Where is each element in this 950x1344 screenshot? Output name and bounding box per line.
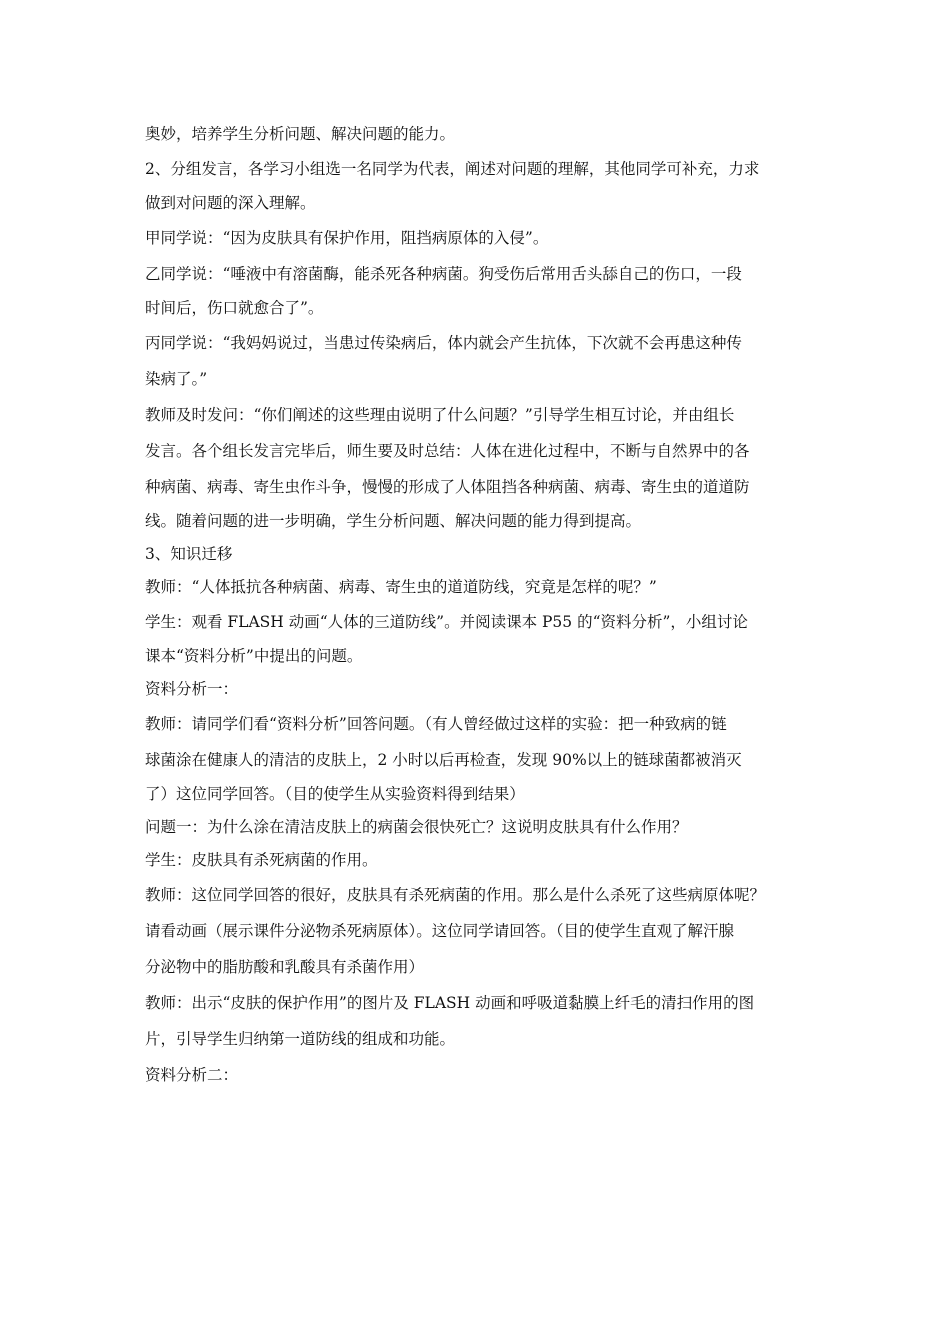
text-line: 教师：请同学们看“资料分析”回答问题。（有人曾经做过这样的实验：把一种致病的链 xyxy=(145,715,727,733)
text-line: 球菌涂在健康人的清洁的皮肤上，2 小时以后再检查，发现 90%以上的链球菌都被消灭 xyxy=(145,751,742,769)
text-line: 请看动画（展示课件分泌物杀死病原体）。这位同学请回答。（目的使学生直观了解汗腺 xyxy=(145,922,735,940)
text-line: 教师：“人体抵抗各种病菌、病毒、寄生虫的道道防线，究竟是怎样的呢？” xyxy=(145,578,657,596)
text-line: 问题一：为什么涂在清洁皮肤上的病菌会很快死亡？这说明皮肤具有什么作用？ xyxy=(145,818,688,836)
text-line: 做到对问题的深入理解。 xyxy=(145,194,316,212)
text-line: 种病菌、病毒、寄生虫作斗争，慢慢的形成了人体阻挡各种病菌、病毒、寄生虫的道道防 xyxy=(145,478,750,496)
text-line: 课本“资料分析”中提出的问题。 xyxy=(145,647,363,665)
subsection-heading: 资料分析一： xyxy=(145,680,239,698)
section-heading: 3、知识迁移 xyxy=(145,545,233,563)
text-line: 了）这位同学回答。（目的使学生从实验资料得到结果） xyxy=(145,785,525,803)
text-line: 丙同学说：“我妈妈说过，当患过传染病后，体内就会产生抗体，下次就不会再患这种传 xyxy=(145,334,742,352)
text-line: 2、分组发言，各学习小组选一名同学为代表，阐述对问题的理解，其他同学可补充，力求 xyxy=(145,160,760,178)
text-line: 线。随着问题的进一步明确，学生分析问题、解决问题的能力得到提高。 xyxy=(145,512,642,530)
text-line: 染病了。” xyxy=(145,370,208,388)
text-line: 发言。各个组长发言完毕后，师生要及时总结：人体在进化过程中，不断与自然界中的各 xyxy=(145,442,750,460)
text-line: 教师：这位同学回答的很好，皮肤具有杀死病菌的作用。那么是什么杀死了这些病原体呢？ xyxy=(145,886,766,904)
text-line: 甲同学说：“因为皮肤具有保护作用，阻挡病原体的入侵”。 xyxy=(145,229,549,247)
text-line: 奥妙，培养学生分析问题、解决问题的能力。 xyxy=(145,125,456,143)
text-line: 乙同学说：“唾液中有溶菌酶，能杀死各种病菌。狗受伤后常用舌头舔自己的伤口，一段 xyxy=(145,265,742,283)
text-line: 学生：皮肤具有杀死病菌的作用。 xyxy=(145,851,378,869)
text-line: 教师：出示“皮肤的保护作用”的图片及 FLASH 动画和呼吸道黏膜上纤毛的清扫作用的图 xyxy=(145,994,755,1012)
subsection-heading: 资料分析二： xyxy=(145,1066,239,1084)
text-line: 时间后，伤口就愈合了”。 xyxy=(145,299,324,317)
text-line: 片，引导学生归纳第一道防线的组成和功能。 xyxy=(145,1030,456,1048)
text-line: 分泌物中的脂肪酸和乳酸具有杀菌作用） xyxy=(145,958,425,976)
text-line: 学生：观看 FLASH 动画“人体的三道防线”。并阅读课本 P55 的“资料分析”，小组讨论 xyxy=(145,613,748,631)
document-body xyxy=(145,118,835,1093)
text-line: 教师及时发问：“你们阐述的这些理由说明了什么问题？”引导学生相互讨论，并由组长 xyxy=(145,406,735,424)
